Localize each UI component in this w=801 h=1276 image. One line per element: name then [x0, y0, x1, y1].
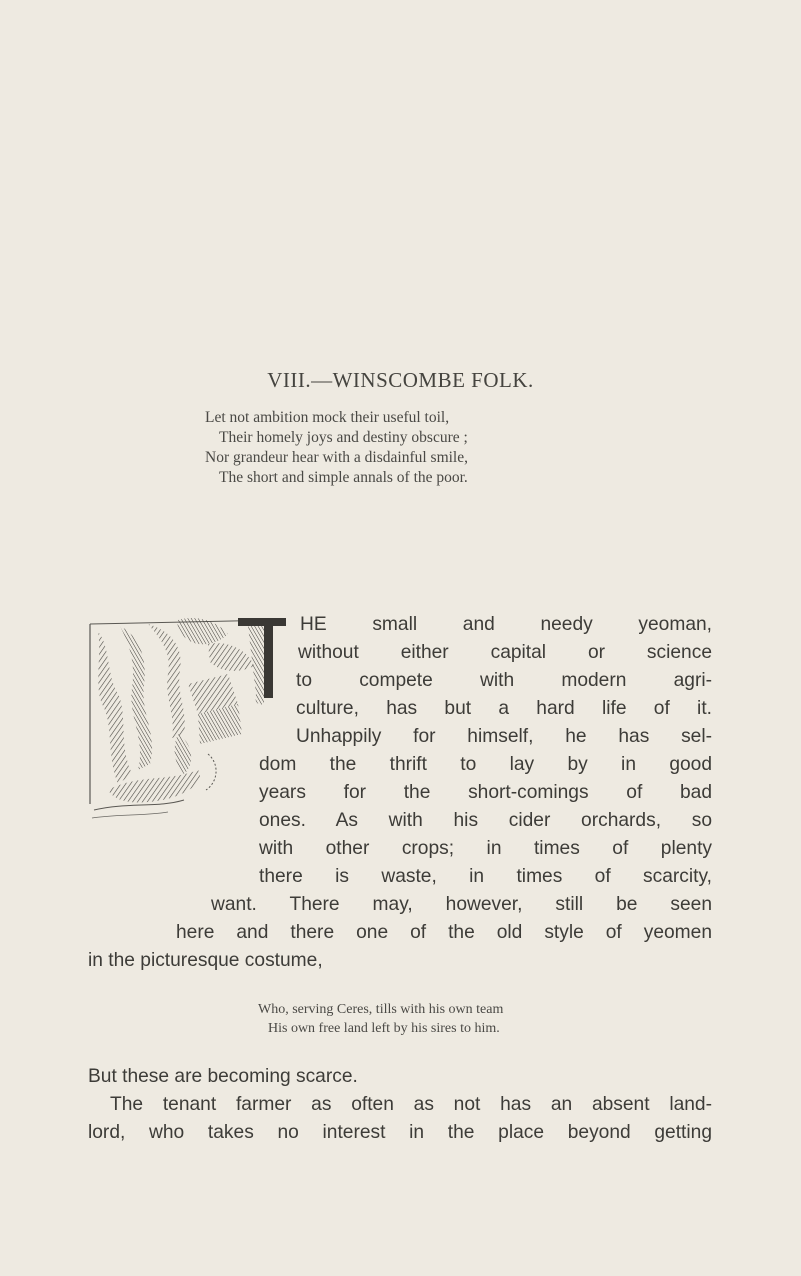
drop-cap-illustration [88, 614, 288, 824]
paragraph-line: with other crops; in times of plenty [259, 838, 712, 859]
quote-line: Who, serving Ceres, tills with his own team [258, 1002, 504, 1017]
paragraph-line: in the picturesque costume, [88, 950, 323, 971]
quote-line: His own free land left by his sires to him. [268, 1021, 500, 1036]
paragraph-line: years for the short-comings of bad [259, 782, 712, 803]
paragraph-line: dom the thrift to lay by in good [259, 754, 712, 775]
paragraph-line: there is waste, in times of scarcity, [259, 866, 712, 887]
paragraph-line: The tenant farmer as often as not has an absent land- [110, 1094, 712, 1115]
paragraph-line: without either capital or science [298, 642, 712, 663]
paragraph-line: HE small and needy yeoman, [300, 614, 712, 635]
epigraph [205, 408, 605, 488]
paragraph-line: culture, has but a hard life of it. [296, 698, 712, 719]
epigraph-line: Their homely joys and destiny obscure ; [219, 429, 468, 446]
paragraph-line: But these are becoming scarce. [88, 1066, 358, 1087]
epigraph-line: Let not ambition mock their useful toil, [205, 409, 450, 426]
paragraph-line: ones. As with his cider orchards, so [259, 810, 712, 831]
epigraph-line: The short and simple annals of the poor. [219, 469, 468, 486]
paragraph-line: want. There may, however, still be seen [211, 894, 712, 915]
paragraph-line: Unhappily for himself, he has sel- [296, 726, 712, 747]
chapter-title: VIII.—WINSCOMBE FOLK. [267, 368, 534, 392]
verse-quote [258, 1000, 598, 1038]
paragraph-line: lord, who takes no interest in the place beyond getting [88, 1122, 712, 1143]
paragraph-line: to compete with modern agri- [296, 670, 712, 691]
epigraph-line: Nor grandeur hear with a disdainful smile, [205, 449, 468, 466]
paragraph-line: here and there one of the old style of yeomen [176, 922, 712, 943]
